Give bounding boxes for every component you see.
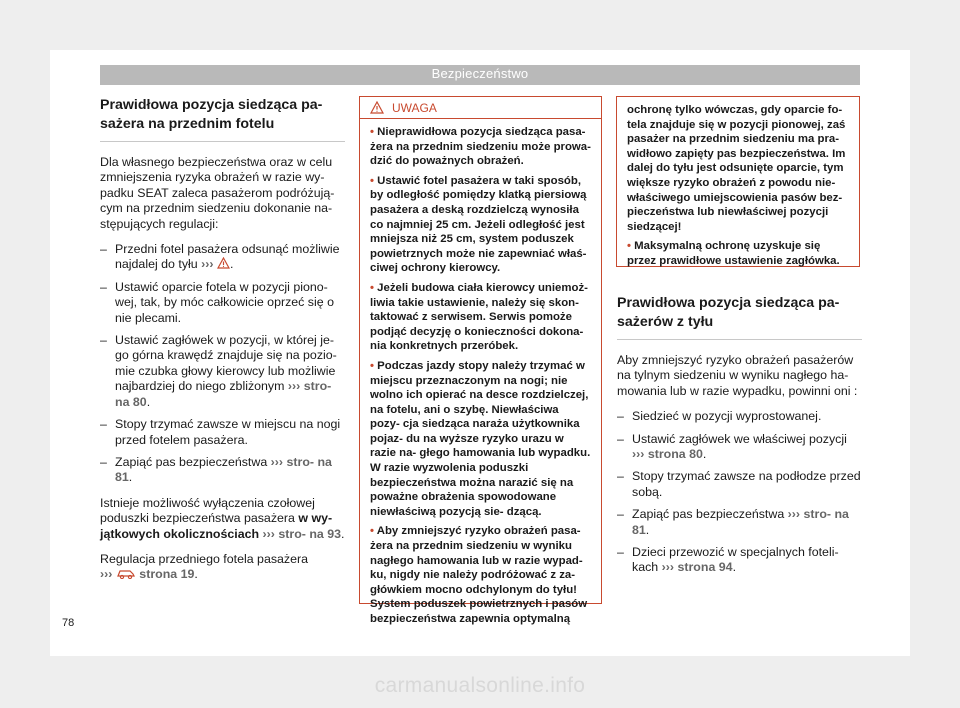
bullet: • [370,174,374,187]
warning-text: Maksymalną ochronę uzyskuje się przez prawidłowe ustawienie zagłówka. [627,240,840,267]
warning-text: Ustawić fotel pasażera w taki sposób, by odległość pomiędzy klatką piersiową pasażera a deską rozdzielczą wynosiła co najmniej 25 cm. Jeżeli odległość jest mniejsza niż 25 cm, system poduszek powietrznych może nie zapewniać właś- ciwej ochrony kierowcy. [370,174,587,275]
para-suffix: . [341,526,345,541]
list-item [617,545,862,576]
warning-box [359,96,602,625]
bullet: • [370,281,374,294]
step-suffix: . [128,470,133,485]
warning-item [370,174,591,276]
step-suffix: . [732,560,737,575]
list-item [617,409,862,424]
step-text: Stopy trzymać zawsze na podłodze przed sobą. [632,469,861,499]
section-title-front-seat: Prawidłowa pozycja siedząca pa- sażera na przednim fotelu [100,96,345,142]
cross-reference-link[interactable]: strona 19 [139,567,195,582]
dash: – [100,333,107,348]
dash: – [617,545,624,560]
airbag-paragraph [100,496,345,542]
intro-paragraph: Aby zmniejszyć ryzyko obrażeń pasażerów na tylnym siedzeniu w wyniku nagłego ha- mowania lub w razie wypadku, powinni oni : [617,353,858,398]
airbag-text: Istnieje możliwość wyłączenia czołowej poduszki bezpieczeństwa pasażera [100,495,315,526]
front-seat-steps [100,242,345,486]
watermark-footer: carmanualsonline.info [374,674,586,697]
warning-item [370,359,591,520]
dash: – [617,469,624,484]
seat-adjust-paragraph [100,552,345,583]
warning-triangle-icon [370,101,384,114]
dash: – [617,409,624,424]
step-text: Zapiąć pas bezpieczeństwa [632,507,785,522]
step-suffix: . [702,447,707,462]
cross-reference-link[interactable]: ››› [201,257,214,272]
step-text: Zapiąć pas bezpieczeństwa [115,454,268,469]
dash: – [617,431,624,446]
warning-box-continued [616,96,860,267]
airbag-bold-text: w wy- jątkowych okolicznościach [100,511,333,541]
list-item [100,455,345,486]
page-header-title: Bezpieczeństwo [431,66,529,81]
dash: – [100,279,107,294]
cross-reference-link[interactable]: ››› stro- na 81 [632,507,849,537]
warning-text: Jeżeli budowa ciała kierowcy uniemoż- liwia takie ustawienie, należy się skon- taktować z serwisem. Serwis pomoże podjąć decyzję o konieczności dokona- nia konkretnych przeróbek. [370,281,588,353]
cross-reference-link[interactable]: ››› stro- na 80 [115,379,332,409]
warning-item [627,239,849,268]
cross-reference-link[interactable]: ››› strona 94 [661,560,733,575]
cross-reference-arrow[interactable]: ››› [100,567,113,582]
list-item [100,333,345,410]
warning-triangle-icon [217,257,230,269]
warning-text: Aby zmniejszyć ryzyko obrażeń pasa- żera na przednim siedzeniu w wyniku nagłego hamowania lub w razie wypad- ku, nigdy nie należy podróżować z za- główkiem mocno odchylonym do tyłu! System poduszek powietrznych i pasów bezpieczeństwa zapewnia optymalną [370,525,588,625]
para-suffix: . [194,567,198,582]
warning-text: Nieprawidłowa pozycja siedząca pasa- żera na przednim siedzeniu może prowa- dzić do poważnych obrażeń. [370,126,591,168]
rear-seat-steps [617,409,862,576]
step-text: Ustawić zagłówek we właściwej pozycji [632,431,847,446]
warning-header [360,97,601,119]
step-text: Przedni fotel pasażera odsunąć możliwie najdalej do tyłu [115,242,340,272]
warning-body [617,97,859,269]
cross-reference-link[interactable]: ››› stro- na 81 [115,454,332,485]
warning-label: UWAGA [392,100,437,115]
step-text: Stopy trzymać zawsze w miejscu na nogi przed fotelem pasażera. [115,417,341,447]
section-title-rear-seat: Prawidłowa pozycja siedząca pa- sażerów z tyłu [617,294,862,340]
dash: – [100,417,107,432]
bullet: • [370,126,374,138]
step-suffix: . [229,257,234,272]
left-column [100,96,345,593]
seat-adjust-text: Regulacja przedniego fotela pasażera [100,551,309,566]
dash: – [100,454,107,469]
bullet: • [370,525,374,538]
cross-reference-link[interactable]: ››› strona 80 [632,447,703,462]
warning-body [360,119,601,627]
warning-text: Podczas jazdy stopy należy trzymać w miejscu przeznaczonym na nogi; nie wolno ich opierać na desce rozdzielczej, na fotelu, ani o szybę. Niewłaściwa pozy- cja siedząca naraża użytkownika pojaz- du na wyższe ryzyko urazu w razie na- głego hamowania lub wypadku. W razie wyzwolenia poduszki bezpieczeństwa można narazić się na poważne obrażenia spowodowane niewłaściwą pozycją sie- dzącą. [370,359,591,518]
dash: – [100,242,107,257]
warning-item [370,524,591,626]
cross-reference-link[interactable]: ››› stro- na 93 [262,526,342,541]
bullet: • [370,359,374,372]
warning-item [370,281,591,354]
list-item [100,280,345,326]
warning-item [370,125,591,169]
dash: – [617,507,624,522]
intro-paragraph: Dla własnego bezpieczeństwa oraz w celu zmniejszenia ryzyka obrażeń w razie wy- padku SEAT zaleca pasażerom podróżują- cym na przednim siedzeniu dokonanie na- stępujących regulacji: [100,155,335,231]
list-item [617,432,862,463]
car-book-icon [116,567,136,579]
list-item [617,507,862,538]
step-text: Ustawić oparcie fotela w pozycji piono- wej, tak, by móc całkowicie oprzeć się o nie plecami. [115,279,334,325]
step-suffix: . [146,394,151,409]
step-suffix: . [645,522,650,537]
warning-continued-text: ochronę tylko wówczas, gdy oparcie fo- tela znajduje się w pozycji pionowej, zaś pasażer na przednim siedzeniu ma pra- widłowo zapięty pas bezpieczeństwa. Im dalej do tyłu jest odsunięte oparcie, tym większe ryzyko obrażeń z powodu nie- właściwego umiejscowienia pasów bez- pieczeństwa lub niewłaściwej pozycji siedzącej! [627,104,846,233]
right-column [617,294,862,586]
list-item [100,242,345,273]
list-item [100,417,345,448]
bullet: • [627,240,631,253]
step-text: Dzieci przewozić w specjalnych foteli- kach [632,545,839,575]
page-number: 78 [62,617,75,629]
list-item [617,469,862,500]
step-text: Ustawić zagłówek w pozycji, w której je- go górna krawędź znajduje się na pozio- mie czubka głowy kierowcy lub możliwie najbardziej do niego zbliżonym [115,333,337,394]
step-text: Siedzieć w pozycji wyprostowanej. [632,409,822,424]
